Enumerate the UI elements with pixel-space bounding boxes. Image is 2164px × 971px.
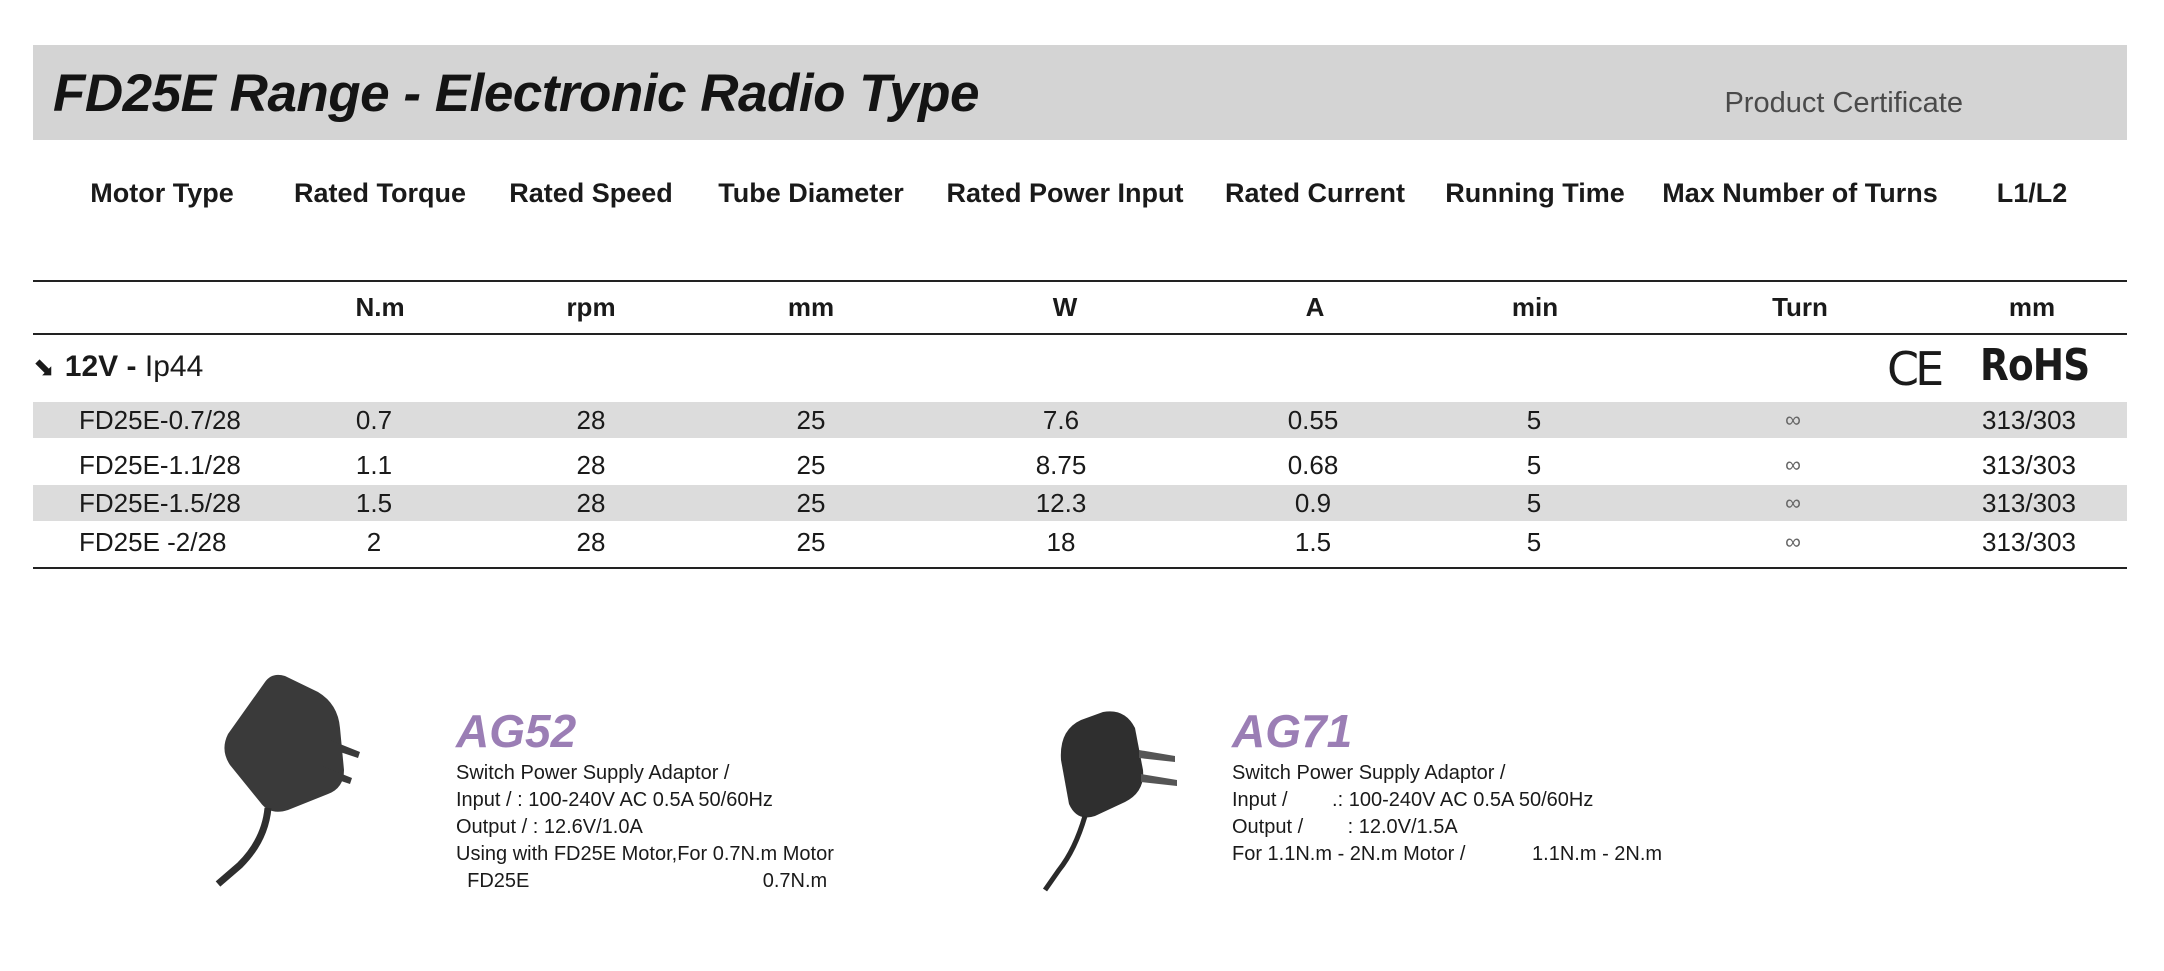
ce-mark: CE	[1887, 342, 1941, 396]
unit-speed: rpm	[566, 292, 616, 322]
speed-cell: 28	[576, 450, 606, 480]
time-cell: 5	[1526, 450, 1542, 480]
title-banner	[33, 45, 2127, 140]
ip-rating: Ip44	[144, 350, 204, 383]
motor-type-cell: FD25E -2/28	[79, 527, 227, 557]
desc-line: Switch Power Supply Adaptor /	[456, 762, 730, 784]
product-certificate-label: Product Certificate	[1724, 87, 1963, 119]
infinity-icon: ∞	[1785, 490, 1801, 515]
current-cell: 0.68	[1287, 450, 1339, 480]
length-cell: 313/303	[1982, 488, 2076, 518]
motor-type-cell: FD25E-0.7/28	[79, 405, 241, 435]
unit-diameter: mm	[787, 292, 835, 322]
desc-line: Input / : 100-240V AC 0.5A 50/60Hz	[456, 789, 773, 811]
length-cell: 313/303	[1982, 450, 2076, 480]
motor-type-cell: FD25E-1.5/28	[79, 488, 241, 518]
header-rated-power-input: Rated Power Input	[946, 178, 1184, 208]
desc-line: Output / : 12.6V/1.0A	[456, 816, 643, 838]
speed-cell: 28	[576, 488, 606, 518]
torque-cell: 1.1	[355, 450, 393, 480]
desc-line: Switch Power Supply Adaptor /	[1232, 762, 1506, 784]
product-name-ag52: AG52	[456, 705, 577, 757]
desc-line: For 1.1N.m - 2N.m Motor / 1.1N.m - 2N.m	[1232, 843, 1663, 865]
page-title: FD25E Range - Electronic Radio Type	[53, 64, 979, 123]
torque-cell: 1.5	[355, 488, 393, 518]
unit-power: W	[1052, 292, 1078, 322]
length-cell: 313/303	[1982, 527, 2076, 557]
power-cell: 18	[1046, 527, 1076, 557]
diameter-cell: 25	[796, 405, 826, 435]
header-max-turns: Max Number of Turns	[1662, 178, 1938, 208]
header-l1-l2: L1/L2	[1996, 178, 2068, 208]
power-cell: 12.3	[1035, 488, 1087, 518]
infinity-icon: ∞	[1785, 407, 1801, 432]
table-row	[33, 402, 2127, 438]
product-desc-ag71	[1232, 760, 1662, 868]
table-bottom-rule	[33, 567, 2127, 569]
unit-turns: Turn	[1772, 292, 1828, 322]
table-row	[33, 485, 2127, 521]
unit-time: min	[1511, 292, 1559, 322]
desc-line: Input / .: 100-240V AC 0.5A 50/60Hz	[1232, 789, 1594, 811]
time-cell: 5	[1526, 488, 1542, 518]
time-cell: 5	[1526, 405, 1542, 435]
unit-torque: N.m	[355, 292, 405, 322]
product-desc-ag52	[456, 760, 834, 895]
current-cell: 0.55	[1287, 405, 1339, 435]
header-running-time: Running Time	[1445, 178, 1625, 208]
unit-current: A	[1305, 292, 1325, 322]
plug-adapter-image	[1025, 700, 1185, 900]
header-tube-diameter: Tube Diameter	[718, 178, 904, 208]
speed-cell: 28	[576, 527, 606, 557]
product-name-ag71: AG71	[1232, 705, 1353, 757]
infinity-icon: ∞	[1785, 529, 1801, 554]
desc-line: Output / : 12.0V/1.5A	[1232, 816, 1458, 838]
power-cell: 7.6	[1042, 405, 1080, 435]
voltage-label: 12V -	[64, 350, 137, 383]
rohs-mark: RoHS	[1980, 340, 2090, 391]
header-rated-current: Rated Current	[1224, 178, 1406, 208]
arrow-icon: ⬊	[33, 352, 55, 382]
diameter-cell: 25	[796, 488, 826, 518]
header-divider	[33, 280, 2127, 282]
speed-cell: 28	[576, 405, 606, 435]
desc-line: Using with FD25E Motor,For 0.7N.m Motor	[456, 843, 834, 865]
table-row	[33, 447, 2127, 483]
torque-cell: 2	[366, 527, 382, 557]
desc-line: FD25E 0.7N.m	[456, 870, 828, 892]
header-motor-type: Motor Type	[90, 178, 234, 208]
voltage-group-label	[33, 350, 203, 384]
unit-length: mm	[2008, 292, 2056, 322]
infinity-icon: ∞	[1785, 452, 1801, 477]
power-cell: 8.75	[1035, 450, 1087, 480]
current-cell: 1.5	[1294, 527, 1332, 557]
diameter-cell: 25	[796, 527, 826, 557]
units-divider	[33, 333, 2127, 335]
torque-cell: 0.7	[355, 405, 393, 435]
header-rated-torque: Rated Torque	[293, 178, 467, 208]
motor-type-cell: FD25E-1.1/28	[79, 450, 241, 480]
diameter-cell: 25	[796, 450, 826, 480]
header-rated-speed: Rated Speed	[509, 178, 673, 208]
current-cell: 0.9	[1294, 488, 1332, 518]
length-cell: 313/303	[1982, 405, 2076, 435]
table-row	[33, 524, 2127, 560]
wall-adapter-image	[210, 670, 370, 890]
time-cell: 5	[1526, 527, 1542, 557]
